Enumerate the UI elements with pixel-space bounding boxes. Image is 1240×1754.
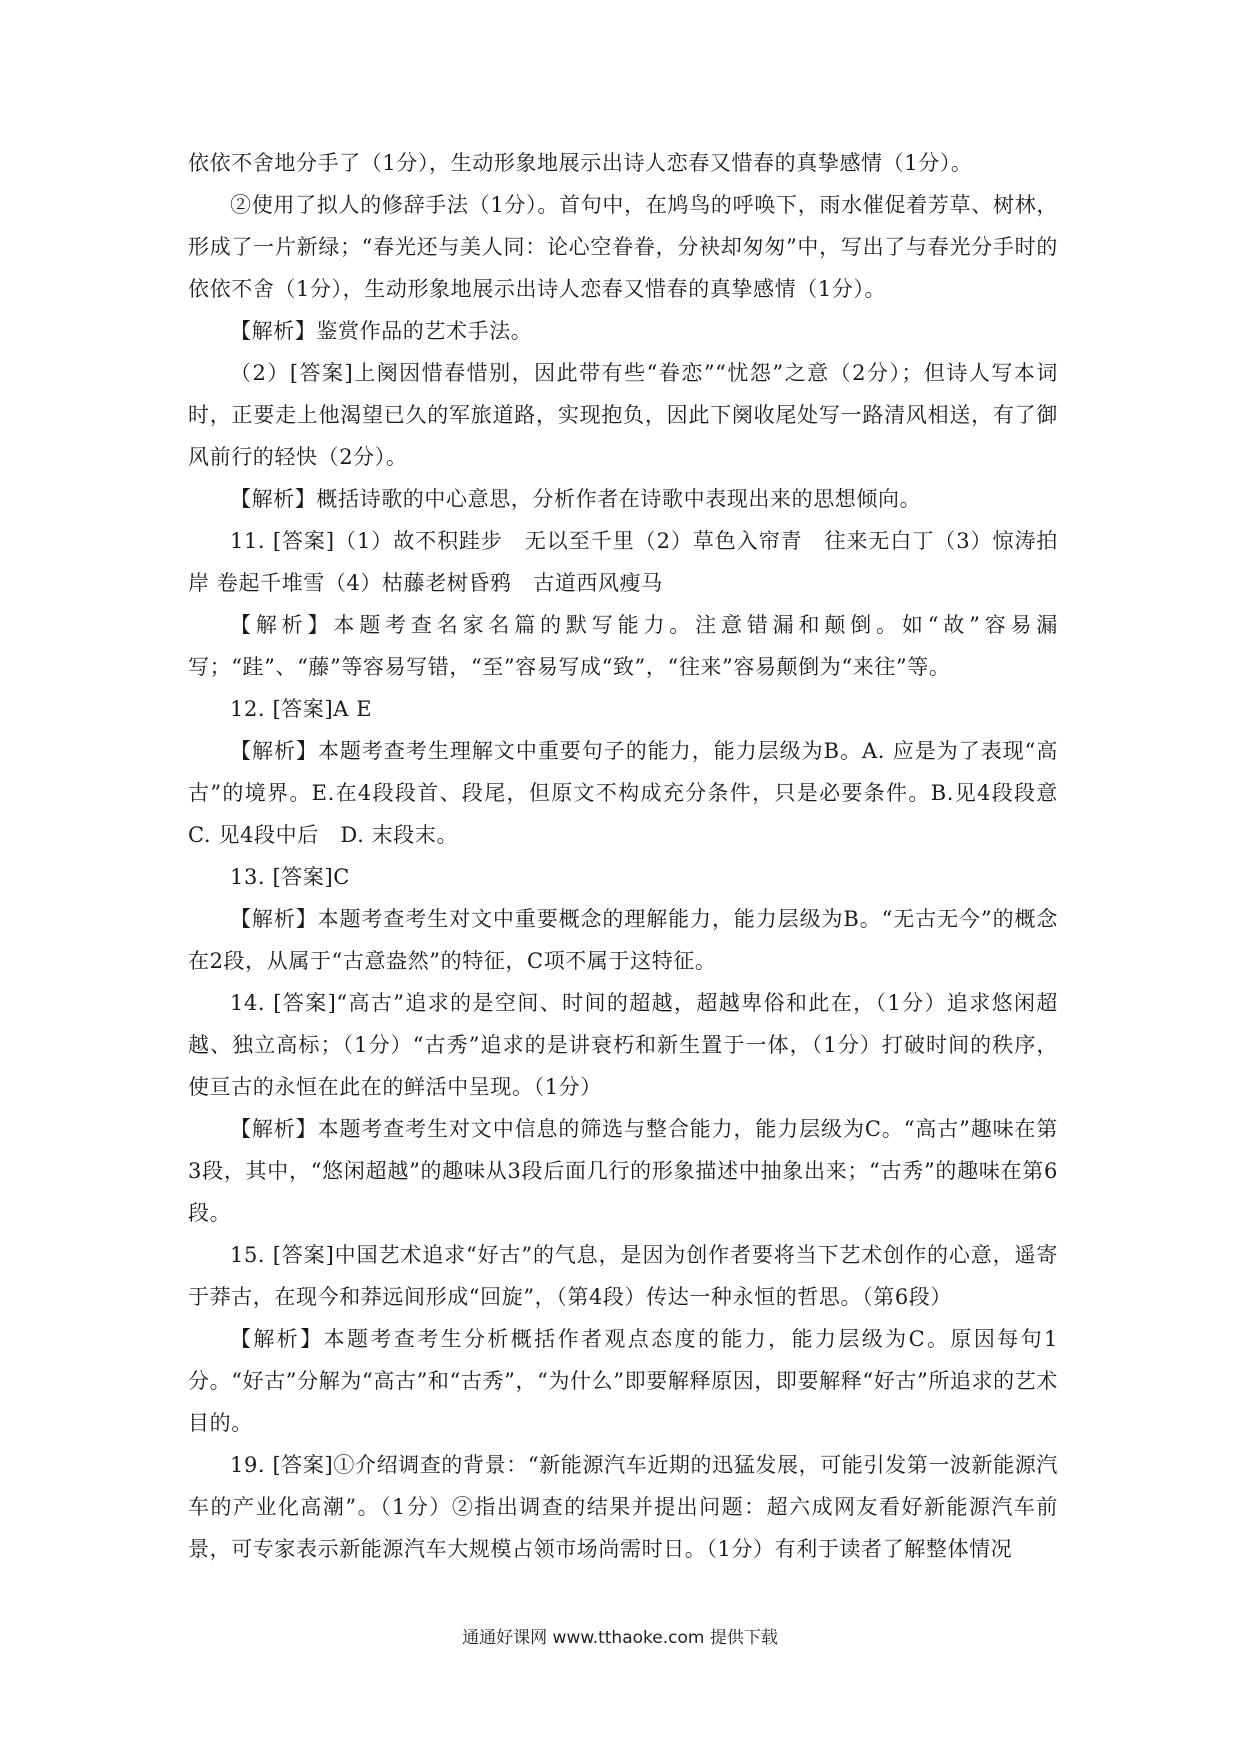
paragraph-10: 13. [答案]C (230, 865, 350, 889)
paragraph-15: 【解析】本题考查考生分析概括作者观点态度的能力，能力层级为C。原因每句1分。“好古”分解为“高古”和“古秀”，“为什么”即要解释原因，即要解释“好古”所追求的艺术目的。 (188, 1327, 1058, 1435)
paragraph-8: 12. [答案]A E (230, 697, 373, 721)
paragraph-2: ②使用了拟人的修辞手法（1分）。首句中，在鸠鸟的呼唤下，雨水催促着芳草、树林，形成了一片新绿；“春光还与美人同：论心空眷眷，分袂却匆匆”中，写出了与春光分手时的依依不舍（1分），生动形象地展示出诗人恋春又惜春的真挚感情（1分）。 (188, 193, 1058, 301)
paragraph-5: 【解析】概括诗歌的中心意思，分析作者在诗歌中表现出来的思想倾向。 (230, 487, 922, 511)
paragraph-11: 【解析】本题考查考生对文中重要概念的理解能力，能力层级为B。“无古无今”的概念在2段，从属于“古意盎然”的特征，C项不属于这特征。 (188, 907, 1058, 973)
paragraph-7: 【解析】本题考查名家名篇的默写能力。注意错漏和颠倒。如“故”容易漏写；“跬”、“藤”等容易写错，“至”容易写成“致”，“往来”容易颠倒为“来往”等。 (188, 613, 1058, 679)
paragraph-14: 15. [答案]中国艺术追求“好古”的气息，是因为创作者要将当下艺术创作的心意，遥寄于莽古，在现今和莽远间形成“回旋”，（第4段）传达一种永恒的哲思。（第6段） (188, 1243, 1058, 1309)
paragraph-9: 【解析】本题考查考生理解文中重要句子的能力，能力层级为B。A. 应是为了表现“高古”的境界。E.在4段段首、段尾，但原文不构成充分条件，只是必要条件。B.见4段段意 C. 见4段中后 D. 末段末。 (188, 739, 1058, 847)
paragraph-3: 【解析】鉴赏作品的艺术手法。 (230, 319, 533, 343)
paragraph-4: （2）[答案]上阕因惜春惜别，因此带有些“眷恋”“忧怨”之意（2分）；但诗人写本词时，正要走上他渴望已久的军旅道路，实现抱负，因此下阕收尾处写一路清风相送，有了御风前行的轻快（2分）。 (188, 361, 1058, 469)
paragraph-16: 19. [答案]①介绍调查的背景：“新能源汽车近期的迅猛发展，可能引发第一波新能源汽车的产业化高潮”。（1分）②指出调查的结果并提出问题：超六成网友看好新能源汽车前景，可专家表示新能源汽车大规模占领市场尚需时日。（1分）有利于读者了解整体情况 (188, 1453, 1058, 1561)
paragraph-6: 11. [答案]（1）故不积跬步 无以至千里（2）草色入帘青 往来无白丁（3）惊涛拍岸 卷起千堆雪（4）枯藤老树昏鸦 古道西风瘦马 (188, 529, 1058, 595)
paragraph-1: 依依不舍地分手了（1分），生动形象地展示出诗人恋春又惜春的真挚感情（1分）。 (188, 151, 973, 175)
paragraph-13: 【解析】本题考查考生对文中信息的筛选与整合能力，能力层级为C。“高古”趣味在第3段，其中，“悠闲超越”的趣味从3段后面几行的形象描述中抽象出来；“古秀”的趣味在第6段。 (188, 1117, 1058, 1225)
page-footer: 通通好课网 www.tthaoke.com 提供下载 (462, 1628, 778, 1648)
answer-key-body (188, 142, 1058, 1570)
paragraph-12: 14. [答案]“高古”追求的是空间、时间的超越，超越卑俗和此在，（1分）追求悠闲超越、独立高标；（1分）“古秀”追求的是讲衰朽和新生置于一体，（1分）打破时间的秩序，使亘古的永恒在此在的鲜活中呈现。（1分） (188, 991, 1058, 1099)
